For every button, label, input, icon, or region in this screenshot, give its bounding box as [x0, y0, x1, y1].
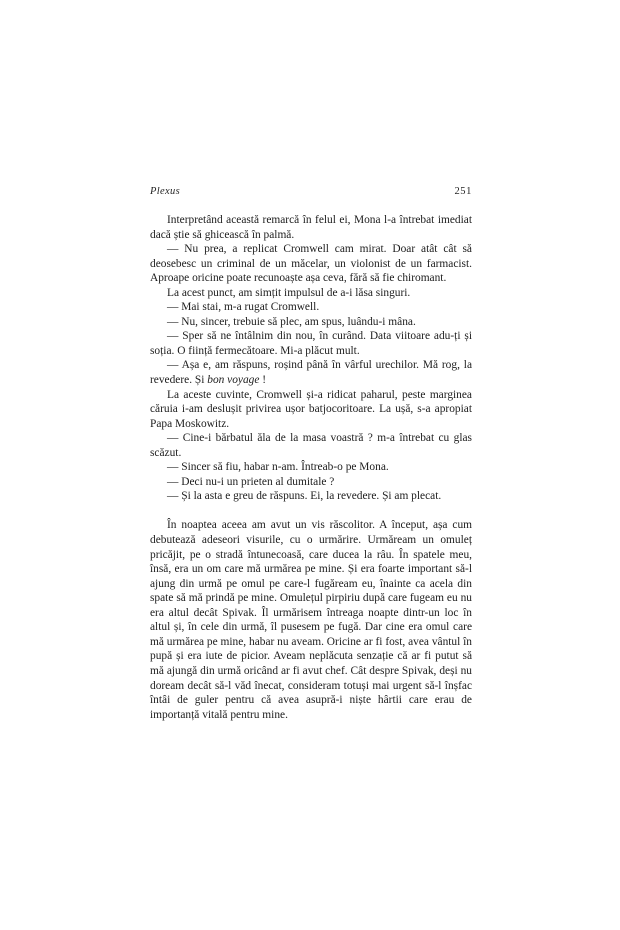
page-number: 251	[454, 186, 472, 197]
paragraph-block-2	[150, 518, 472, 722]
paragraph: — Nu prea, a replicat Cromwell cam mirat. Doar atât cât să deosebesc un criminal de un măcelar, un violonist de un farmacist. Aproape oricine poate recunoaște așa ceva, fără să fie chiromant.	[150, 243, 472, 285]
paragraph: Interpretând această remarcă în felul ei, Mona l-a întrebat imediat dacă știe să ghicească în palmă.	[150, 214, 472, 241]
body-text	[150, 213, 472, 722]
paragraph: — Sincer să fiu, habar n-am. Întreab-o pe Mona.	[167, 461, 389, 474]
paragraph-text-trailing: !	[259, 374, 267, 387]
paragraph: — Mai stai, m-a rugat Cromwell.	[167, 301, 320, 314]
paragraph: La acest punct, am simțit impulsul de a-i lăsa singuri.	[167, 286, 411, 299]
paragraph: — Deci nu-i un prieten al dumitale ?	[167, 475, 335, 488]
text-block	[150, 186, 472, 722]
paragraph-block-separator	[150, 504, 472, 519]
paragraph: — Nu, sincer, trebuie să plec, am spus, luându-i mâna.	[167, 315, 416, 328]
paragraph: La aceste cuvinte, Cromwell și-a ridicat paharul, peste marginea căruia i-am deslușit privirea ușor batjocoritoare. La ușă, s-a apropiat Papa Moskowitz.	[150, 388, 472, 430]
paragraph: — Sper să ne întâlnim din nou, în curând. Data viitoare adu-ți și soția. O ființă fermecătoare. Mi-a plăcut mult.	[150, 330, 472, 357]
foreign-phrase-italic: bon voyage	[207, 374, 260, 387]
running-head-book-title: Plexus	[150, 186, 181, 197]
paragraph-text-leading: — Așa e, am răspuns, roșind până în vârful urechilor. Mă rog, la revedere. Și	[150, 359, 472, 387]
paragraph-block-1	[150, 213, 472, 504]
paragraph-with-italic	[150, 358, 472, 387]
paragraph: În noaptea aceea am avut un vis răscolitor. A început, așa cum debutează adeseori visurile, cu o urmărire. Urmăream un omuleț pricăjit, pe o stradă întunecoasă, care ducea la râu. În spatele meu, însă, era un om care mă urmărea pe mine. Și era foarte important să-l ajung din urmă pe omul pe care-l fugăream eu, înainte ca acela din spate să mă prindă pe mine. Omulețul pirpiriu după care fugeam eu nu era altul decât Spivak. Îl urmărisem întreaga noapte dintr-un loc în altul și, în cele din urmă, îl pusesem pe fugă. Dar cine era omul care mă urmărea pe mine, habar nu aveam. Oricine ar fi fost, avea vântul în pupă și era iute de picior. Aveam neplăcuta senzație că ar fi putut să mă ajungă din urmă oricând ar fi avut chef. Cât despre Spivak, deși nu doream decât să-l văd înecat, consideram totuși mai urgent să-l înșfac întâi de guler pentru că avea asupră-i niște hârtii care erau de importanță vitală pentru mine.	[150, 519, 472, 721]
running-head	[150, 186, 472, 197]
paragraph: — Cine-i bărbatul ăla de la masa voastră ? m-a întrebat cu glas scăzut.	[150, 432, 472, 459]
paragraph: — Și la asta e greu de răspuns. Ei, la revedere. Și am plecat.	[167, 490, 442, 503]
